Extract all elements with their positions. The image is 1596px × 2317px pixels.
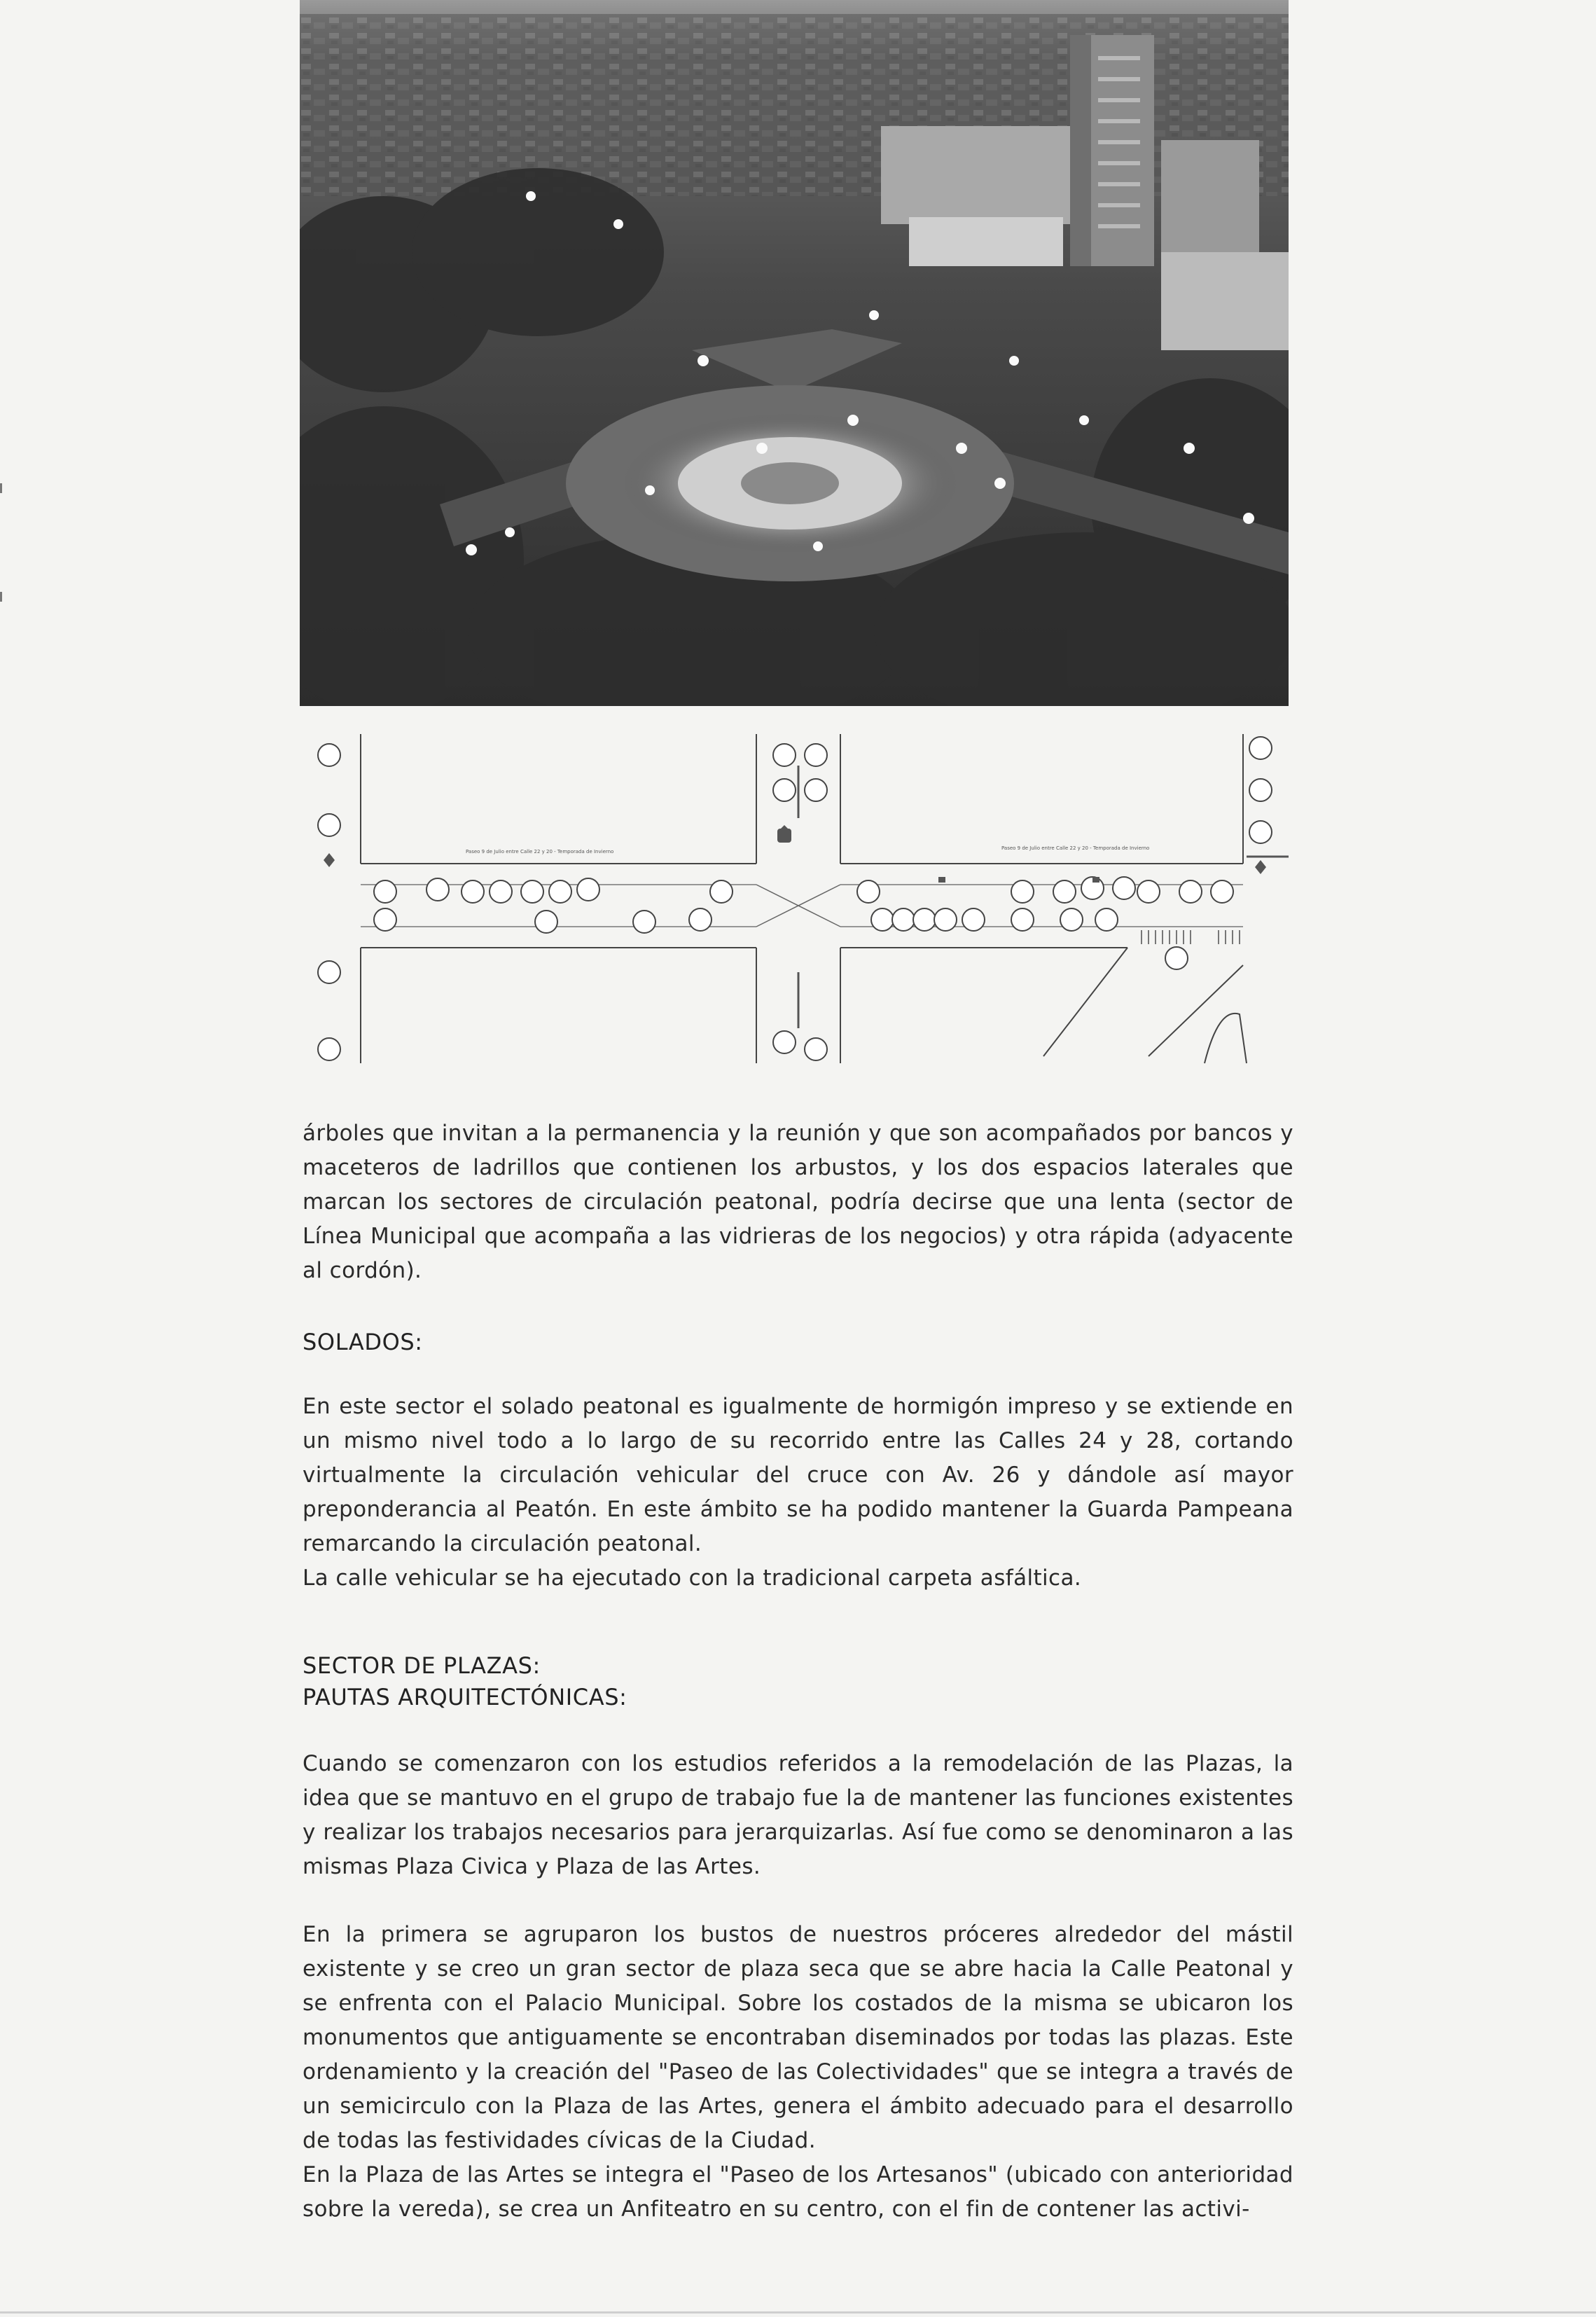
scan-bottom-edge — [0, 2311, 1596, 2313]
street-plan-icon — [308, 734, 1289, 1070]
plan-caption-left: Paseo 9 de Julio entre Calle 22 y 20 - Temporada de Invierno — [466, 849, 614, 855]
plazas-heading-line-1: SECTOR DE PLAZAS: — [303, 1652, 541, 1679]
scan-edge-mark — [0, 592, 2, 602]
solados-paragraph-2: La calle vehicular se ha ejecutado con la tradicional carpeta asfáltica. — [303, 1565, 1082, 1591]
aerial-plaza-photo — [300, 0, 1289, 706]
plazas-paragraph-2-block — [303, 1918, 1293, 2227]
plazas-paragraph-2: En la primera se agruparon los bustos de nuestros próceres alrededor del mástil existente y se creo un gran sector de plaza seca que se abre hacia la Calle Peatonal y se enfrenta con el Palacio Municipal. Sobre los costados de la misma se ubicaron los monumentos que antiguamente se encontraban diseminados por todas las plazas. Este ordenamiento y la creación del "Paseo de las Colectividades" que se integra a través de un semicirculo con la Plaza de las Artes, genera el ámbito adecuado para el desarrollo de todas las festividades cívicas de la Ciudad. — [303, 1922, 1293, 2153]
aerial-plaza-icon — [300, 0, 1289, 706]
plazas-paragraph-1-block — [303, 1747, 1293, 1884]
plazas-heading — [303, 1650, 627, 1713]
solados-heading: SOLADOS: — [303, 1329, 423, 1355]
solados-body — [303, 1390, 1293, 1596]
scan-edge-mark — [0, 483, 2, 493]
street-plan-drawing — [308, 734, 1289, 1070]
plazas-paragraph-3: En la Plaza de las Artes se integra el "Paseo de los Artesanos" (ubicado con anterioridad sobre la vereda), se crea un Anfiteatro en su centro, con el fin de contener las activi- — [303, 2162, 1293, 2222]
intro-paragraph — [303, 1116, 1293, 1288]
plan-caption-right: Paseo 9 de Julio entre Calle 22 y 20 - Temporada de Invierno — [1001, 845, 1150, 851]
plazas-paragraph-1: Cuando se comenzaron con los estudios referidos a la remodelación de las Plazas, la idea que se mantuvo en el grupo de trabajo fue la de mantener las funciones existentes y realizar los trabajos necesarios para jerarquizarlas. Así fue como se denominaron a las mismas Plaza Civica y Plaza de las Artes. — [303, 1751, 1293, 1879]
solados-paragraph-1: En este sector el solado peatonal es igualmente de hormigón impreso y se extiende en un mismo nivel todo a lo largo de su recorrido entre las Calles 24 y 28, cortando virtualmente la circulación vehicular del cruce con Av. 26 y dándole así mayor preponderancia al Peatón. En este ámbito se ha podido mantener la Guarda Pampeana remarcando la circulación peatonal. — [303, 1394, 1293, 1556]
intro-paragraph-text: árboles que invitan a la permanencia y la reunión y que son acompañados por bancos y maceteros de ladrillos que contienen los arbustos, y los dos espacios laterales que marcan los sectores de circulación peatonal, podría decirse que una lenta (sector de Línea Municipal que acompaña a las vidrieras de los negocios) y otra rápida (adyacente al cordón). — [303, 1121, 1293, 1283]
plazas-heading-line-2: PAUTAS ARQUITECTÓNICAS: — [303, 1684, 627, 1710]
